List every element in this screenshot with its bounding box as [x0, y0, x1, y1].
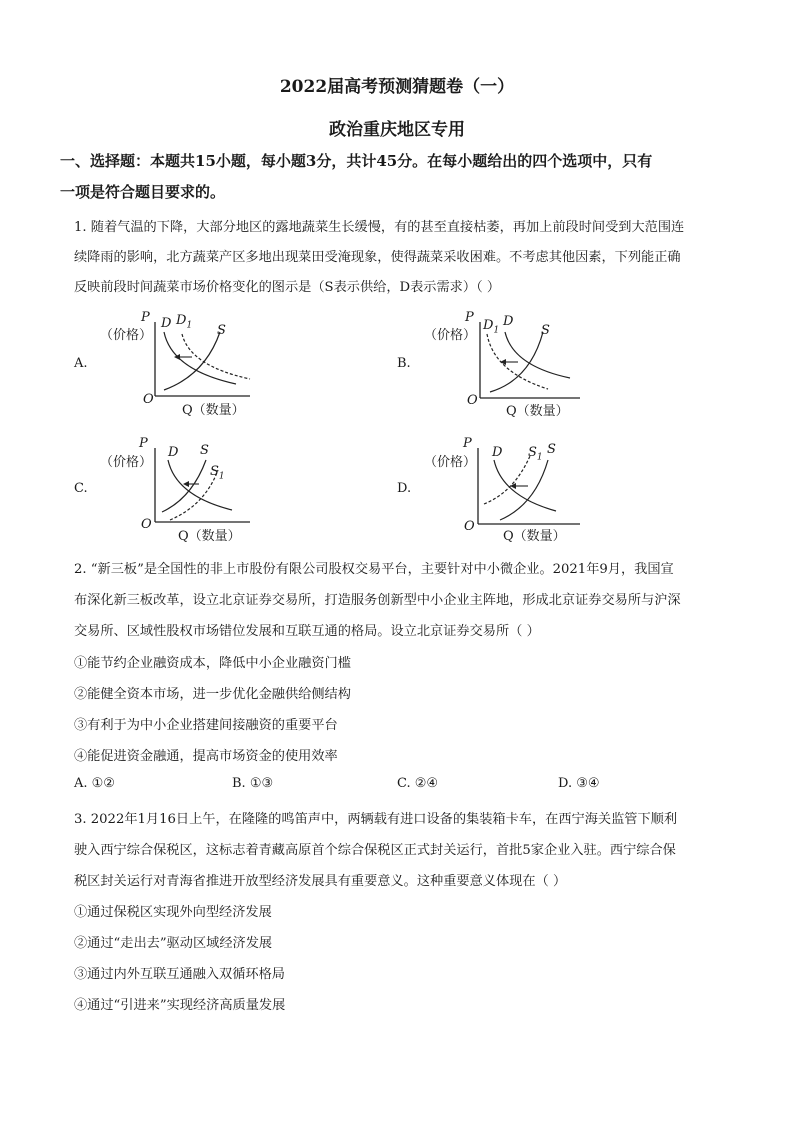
- q3-line1: 3. 2022年1月16日上午，在隆隆的鸣笛声中，两辆载有进口设备的集装箱卡车，在西宁海关监管下顺利: [74, 812, 678, 827]
- q3-item-4: ④通过“引进来”实现经济高质量发展: [74, 998, 286, 1013]
- q1-c-curve-s1: $S_1$: [210, 464, 225, 482]
- q2-line1: 2. “新三板”是全国性的非上市股份有限公司股权交易平台，主要针对中小微企业。2021年9月，我国宣: [74, 562, 674, 577]
- q1-c-curve-d: D: [168, 445, 179, 460]
- q1-c-origin: O: [141, 517, 152, 532]
- q1-a-curve-d: D: [161, 316, 172, 331]
- q1-a-curve-d1: $D_1$: [176, 313, 193, 331]
- q1-option-c-label[interactable]: C.: [74, 481, 88, 496]
- q1-line1: 1. 随着气温的下降，大部分地区的露地蔬菜生长缓慢，有的甚至直接枯萎，再加上前段时间受到大范围连: [74, 220, 685, 235]
- q3-item-3: ③通过内外互联互通融入双循环格局: [74, 967, 285, 982]
- q1-b-price: （价格）: [424, 328, 477, 343]
- q1-a-price: （价格）: [100, 328, 153, 343]
- q2-item-2: ②能健全资本市场，进一步优化金融供给侧结构: [74, 687, 351, 702]
- q2-line2: 布深化新三板改革，设立北京证券交易所，打造服务创新型中小企业主阵地，形成北京证券交易所与沪深: [74, 593, 681, 608]
- q2-choice-a[interactable]: A. ①②: [74, 776, 115, 791]
- q1-b-qlabel: Q（数量）: [506, 404, 569, 419]
- q1-c-curve-s: S: [200, 443, 209, 458]
- q1-b-curve-d: D: [503, 314, 514, 329]
- section-heading-line1: 一、选择题：本题共15小题，每小题3分，共计45分。在每小题给出的四个选项中，只有: [60, 152, 653, 170]
- q2-choice-c[interactable]: C. ②④: [397, 776, 439, 791]
- q1-a-qlabel: Q（数量）: [182, 403, 245, 418]
- q1-d-p: P: [463, 436, 472, 451]
- q1-d-curve-s: S: [547, 442, 556, 457]
- exam-subtitle: 政治重庆地区专用: [329, 120, 465, 140]
- section-heading-line2: 一项是符合题目要求的。: [60, 183, 226, 201]
- q2-item-4: ④能促进资金融通，提高市场资金的使用效率: [74, 749, 338, 764]
- q3-line2: 驶入西宁综合保税区，这标志着青藏高原首个综合保税区正式封关运行，首批5家企业入驻。西宁综合保: [74, 843, 676, 858]
- q1-d-qlabel: Q（数量）: [503, 529, 566, 544]
- q1-a-origin: O: [143, 392, 154, 407]
- exam-title: 2022届高考预测猜题卷（一）: [279, 77, 515, 97]
- q2-line3: 交易所、区域性股权市场错位发展和互联互通的格局。设立北京证券交易所（ ）: [74, 624, 540, 639]
- q2-choice-d[interactable]: D. ③④: [558, 776, 600, 791]
- q2-choice-b[interactable]: B. ①③: [232, 776, 274, 791]
- q1-c-qlabel: Q（数量）: [178, 529, 241, 544]
- section-heading: [60, 146, 750, 208]
- q3-item-2: ②通过“走出去”驱动区域经济发展: [74, 936, 273, 951]
- q1-option-b-label[interactable]: B.: [397, 356, 411, 371]
- q1-d-curve-s1: $S_1$: [528, 445, 543, 463]
- q1-b-p: P: [465, 310, 474, 325]
- q1-c-p: P: [139, 436, 148, 451]
- q1-b-origin: O: [467, 393, 478, 408]
- q1-b-curve-d1: $D_1$: [483, 318, 500, 336]
- q1-option-d-label[interactable]: D.: [397, 481, 412, 496]
- q1-d-curve-d: D: [492, 445, 503, 460]
- q2-item-3: ③有利于为中小企业搭建间接融资的重要平台: [74, 718, 338, 733]
- q1-a-p: P: [141, 310, 150, 325]
- q1-option-a-label[interactable]: A.: [74, 356, 88, 371]
- q1-d-price: （价格）: [424, 455, 477, 470]
- q3-item-1: ①通过保税区实现外向型经济发展: [74, 905, 272, 920]
- q1-line3: 反映前段时间蔬菜市场价格变化的图示是（S表示供给，D表示需求）（ ）: [74, 280, 501, 295]
- q1-d-origin: O: [464, 519, 475, 534]
- q3-line3: 税区封关运行对青海省推进开放型经济发展具有重要意义。这种重要意义体现在（ ）: [74, 874, 567, 889]
- q2-item-1: ①能节约企业融资成本，降低中小企业融资门槛: [74, 656, 351, 671]
- q1-line2: 续降雨的影响，北方蔬菜产区多地出现菜田受淹现象，使得蔬菜采收困难。不考虑其他因素，下列能正确: [74, 250, 681, 265]
- q1-a-curve-s: S: [217, 323, 226, 338]
- q1-c-price: （价格）: [100, 455, 153, 470]
- q1-b-curve-s: S: [541, 323, 550, 338]
